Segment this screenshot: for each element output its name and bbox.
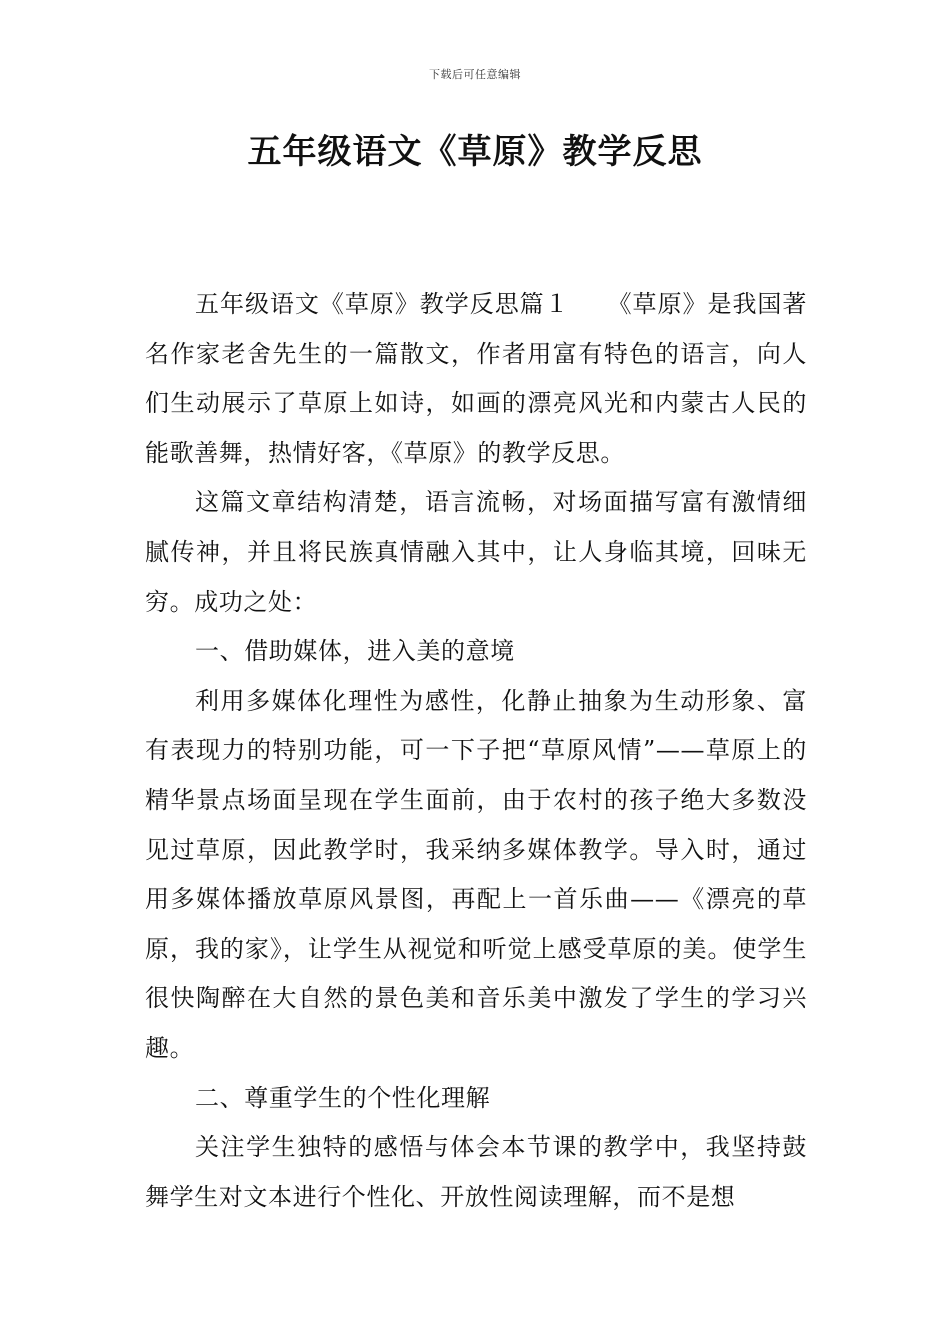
header-note: 下载后可任意编辑 [429, 68, 521, 81]
document-body [145, 280, 807, 1222]
paragraph-media: 利用多媒体化理性为感性，化静止抽象为生动形象、富有表现力的特别功能，可一下子把“草原风情”——草原上的精华景点场面呈现在学生面前，由于农村的孩子绝大多数没见过草原，因此教学时，我采纳多媒体教学。导入时，通过用多媒体播放草原风景图，再配上一首乐曲——《漂亮的草原，我的家》，让学生从视觉和听觉上感受草原的美。使学生很快陶醉在大自然的景色美和音乐美中激发了学生的学习兴趣。 [145, 686, 807, 1062]
section-heading-individual: 二、尊重学生的个性化理解 [195, 1083, 491, 1112]
section-heading-media: 一、借助媒体，进入美的意境 [195, 637, 515, 666]
paragraph-intro: 五年级语文《草原》教学反思篇１ 《草原》是我国著名作家老舍先生的一篇散文，作者用富有特色的语言，向人们生动展示了草原上如诗，如画的漂亮风光和内蒙古人民的能歌善舞，热情好客，《草原》的教学反思。 [145, 290, 807, 467]
paragraph-individual: 关注学生独特的感悟与体会本节课的教学中，我坚持鼓舞学生对文本进行个性化、开放性阅读理解，而不是想 [145, 1133, 807, 1211]
paragraph-structure: 这篇文章结构清楚，语言流畅，对场面描写富有激情细腻传神，并且将民族真情融入其中，让人身临其境，回味无穷。成功之处： [145, 488, 807, 616]
document-title: 五年级语文《草原》教学反思 [247, 132, 703, 172]
